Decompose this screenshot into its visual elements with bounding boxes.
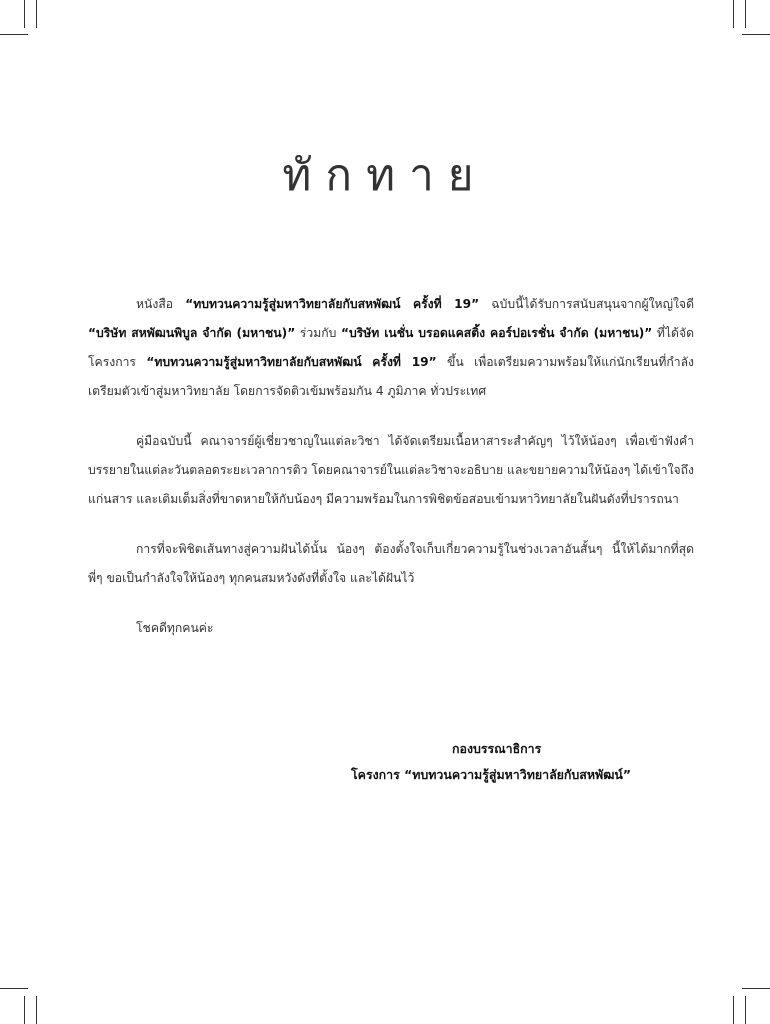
book-title: “ทบทวนความรู้สู่มหาวิทยาลัยกับสหพัฒน์ ครั้งที่ 19”: [185, 297, 480, 311]
signature-editorial: กองบรรณาธิการ: [452, 741, 542, 756]
paragraph-intro: [88, 290, 694, 406]
crop-mark: [36, 0, 37, 28]
text-run: ฉบับนี้ได้รับการสนับสนุนจากผู้ใหญ่ใจดี: [479, 297, 694, 311]
paragraph-handbook: คู่มือฉบับนี้ คณาจารย์ผู้เชี่ยวชาญในแต่ละวิชา ได้จัดเตรียมเนื้อหาสาระสำคัญๆ ไว้ให้น้องๆ เพื่อเข้าฟังคำบรรยายในแต่ละวันตลอดระยะเวลาการติว โดยคณาจารย์ในแต่ละวิชาจะอธิบาย และขยายความให้น้องๆ ได้เข้าใจถึงแก่นสาร และเติมเต็มสิ่งที่ขาดหายให้กับน้องๆ มีความพร้อมในการพิชิตข้อสอบเข้ามหาวิทยาลัยในฝันดังที่ปรารถนา: [88, 434, 694, 506]
crop-mark: [733, 0, 734, 28]
crop-mark: [0, 988, 28, 989]
crop-mark: [745, 0, 746, 28]
text-run: ขึ้น เพื่อเตรียมความพร้อมให้แก่นักเรียนที่กำลังเตรียมตัวเข้าสู่มหาวิทยาลัย โดยการจัดติวเข้มพร้อมกัน 4 ภูมิภาค ทั่วประเทศ: [88, 355, 694, 398]
crop-mark: [742, 988, 770, 989]
crop-mark: [733, 996, 734, 1024]
text-run: ที่ได้จัดโครงการ: [88, 326, 695, 369]
crop-mark: [24, 996, 25, 1024]
closing-line: โชคดีทุกคนค่ะ: [136, 621, 214, 635]
paragraph-encouragement: การที่จะพิชิตเส้นทางสู่ความฝันได้นั้น น้องๆ ต้องตั้งใจเก็บเกี่ยวความรู้ในช่วงเวลาอันสั้นๆ นี้ให้ได้มากที่สุด พี่ๆ ขอเป็นกำลังใจให้น้องๆ ทุกคนสมหวังดังที่ตั้งใจ และได้ฝันไว้: [88, 542, 694, 585]
crop-mark: [742, 34, 770, 35]
project-name: “ทบทวนความรู้สู่มหาวิทยาลัยกับสหพัฒน์ ครั้งที่ 19”: [146, 355, 437, 369]
signature-project: โครงการ “ทบทวนความรู้สู่มหาวิทยาลัยกับสหพัฒน์”: [351, 767, 631, 782]
letter-body: [88, 290, 694, 643]
crop-mark: [36, 996, 37, 1024]
crop-mark: [745, 996, 746, 1024]
crop-mark: [0, 34, 28, 35]
sponsor-name: “บริษัท สหพัฒนพิบูล จำกัด (มหาชน)”: [88, 326, 296, 340]
text-run: ร่วมกับ: [295, 326, 341, 340]
partner-name: “บริษัท เนชั่น บรอดแคสติ้ง คอร์ปอเรชั่น จำกัด (มหาชน)”: [340, 326, 653, 340]
page-title: ทักทาย: [282, 150, 488, 201]
text-run: หนังสือ: [136, 297, 186, 311]
crop-mark: [24, 0, 25, 28]
